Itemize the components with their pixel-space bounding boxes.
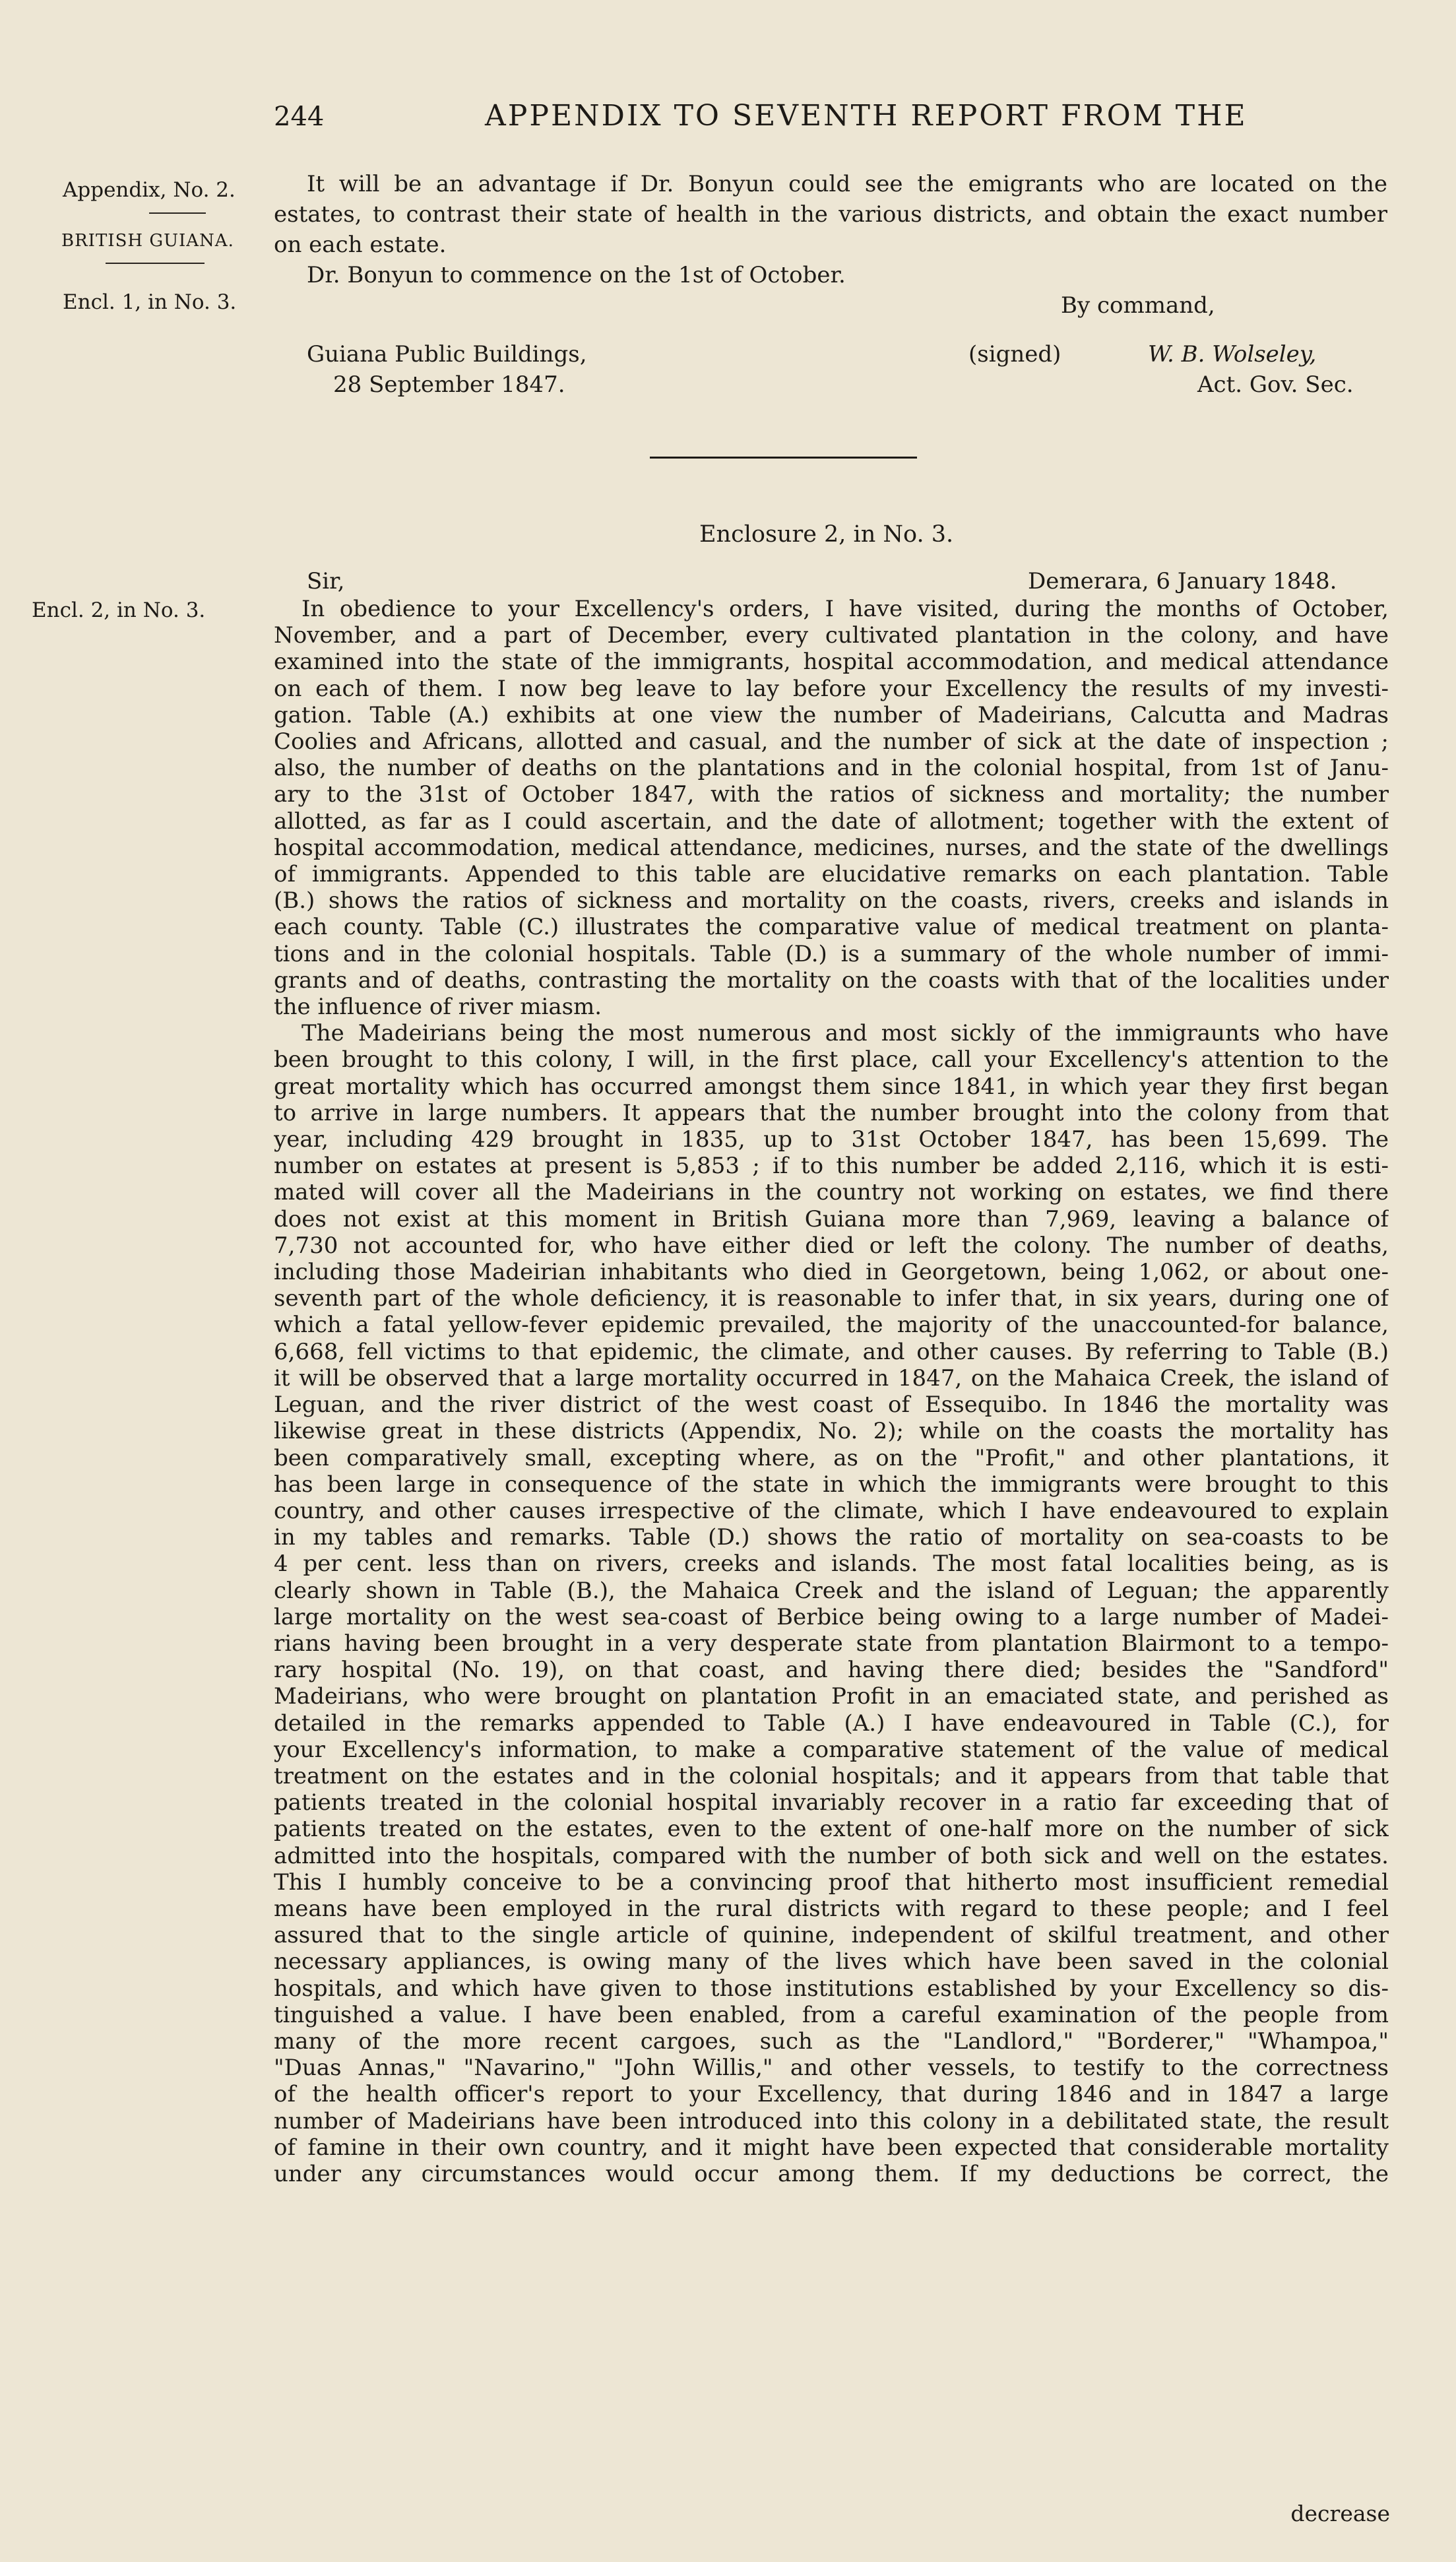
body-line: it will be observed that a large mortality occurred in 1847, on the Mahaica Creek, the island of [274, 1364, 1389, 1392]
body-line: Coolies and Africans, allotted and casual, and the number of sick at the date of inspection ; [274, 728, 1389, 755]
body-line: hospitals, and which have given to those institutions established by your Excellency so dis- [274, 1975, 1389, 2002]
body-line: of famine in their own country, and it might have been expected that considerable mortality [274, 2134, 1389, 2161]
body-line: likewise great in these districts (Appendix, No. 2); while on the coasts the mortality has [274, 1418, 1389, 1445]
catchword: decrease [1290, 2501, 1390, 2526]
body-line: assured that to the single article of quinine, independent of skilful treatment, and other [274, 1922, 1389, 1949]
body-line: Leguan, and the river district of the west coast of Essequibo. In 1846 the mortality was [274, 1392, 1389, 1419]
margin-note-appendix: Appendix, No. 2. [63, 178, 236, 202]
notice-place: Guiana Public Buildings, [307, 341, 587, 368]
body-line: many of the more recent cargoes, such as the "Landlord," "Borderer," "Whampoa," [274, 2028, 1389, 2055]
body-line: each county. Table (C.) illustrates the comparative value of medical treatment on planta- [274, 914, 1389, 941]
body-line: The Madeirians being the most numerous and most sickly of the immigraunts who have [301, 1020, 1389, 1047]
notice-date: 28 September 1847. [333, 371, 565, 398]
running-head: APPENDIX TO SEVENTH REPORT FROM THE [485, 99, 1248, 133]
body-line: been comparatively small, excepting where, as on the "Profit," and other plantations, it [274, 1444, 1389, 1471]
body-line: detailed in the remarks appended to Table (A.) I have endeavoured in Table (C.), for [274, 1710, 1389, 1737]
notice-line: estates, to contrast their state of health in the various districts, and obtain the exact number [274, 201, 1387, 228]
body-line: has been large in consequence of the state in which the immigrants were brought to this [274, 1471, 1389, 1498]
notice-line: It will be an advantage if Dr. Bonyun could see the emigrants who are located on the [307, 171, 1387, 197]
body-line: hospital accommodation, medical attendance, medicines, nurses, and the state of the dwellings [274, 834, 1389, 861]
body-line: patients treated on the estates, even to the extent of one-half more on the number of sick [274, 1816, 1389, 1843]
body-line: Madeirians, who were brought on plantation Profit in an emaciated state, and perished as [274, 1683, 1389, 1710]
body-line: been brought to this colony, I will, in the first place, call your Excellency's attention to the [274, 1046, 1389, 1073]
body-line: number on estates at present is 5,853 ; if to this number be added 2,116, which it is esti- [274, 1153, 1389, 1180]
body-line: seventh part of the whole deficiency, it is reasonable to infer that, in six years, during one of [274, 1285, 1389, 1312]
body-line: gation. Table (A.) exhibits at one view the number of Madeirians, Calcutta and Madras [274, 701, 1389, 728]
body-line: on each of them. I now beg leave to lay before your Excellency the results of my investi- [274, 675, 1389, 702]
body-line: allotted, as far as I could ascertain, and the date of allotment; together with the extent of [274, 808, 1389, 835]
body-line: of the health officer's report to your Excellency, that during 1846 and in 1847 a large [274, 2081, 1389, 2108]
body-line: patients treated in the colonial hospital invariably recover in a ratio far exceeding that of [274, 1789, 1389, 1816]
body-line: grants and of deaths, contrasting the mortality on the coasts with that of the localities under [274, 967, 1389, 994]
body-line: of immigrants. Appended to this table are elucidative remarks on each plantation. Table [274, 861, 1389, 888]
margin-note-enclosure-1: Encl. 1, in No. 3. [63, 290, 237, 314]
body-line: also, the number of deaths on the plantations and in the colonial hospital, from 1st of Janu- [274, 755, 1389, 782]
body-line: This I humbly conceive to be a convincing proof that hitherto most insufficient remedial [274, 1869, 1389, 1896]
by-command: By command, [1061, 292, 1215, 319]
letter-body [274, 596, 1389, 2187]
body-line: (B.) shows the ratios of sickness and mortality on the coasts, rivers, creeks and islands in [274, 887, 1389, 914]
body-line: 7,730 not accounted for, who have either died or left the colony. The number of deaths, [274, 1232, 1389, 1259]
body-line: In obedience to your Excellency's orders, I have visited, during the months of October, [301, 596, 1389, 622]
body-line: under any circumstances would occur among them. If my deductions be correct, the [274, 2160, 1389, 2187]
salutation: Sir, [307, 568, 345, 594]
margin-note-colony: BRITISH GUIANA. [61, 231, 234, 251]
body-line: in my tables and remarks. Table (D.) shows the ratio of mortality on sea-coasts to be [274, 1524, 1389, 1551]
body-line: tions and in the colonial hospitals. Table (D.) is a summary of the whole number of immi- [274, 940, 1389, 967]
body-line: large mortality on the west sea-coast of Berbice being owing to a large number of Madei- [274, 1603, 1389, 1630]
body-line: including those Madeirian inhabitants who died in Georgetown, being 1,062, or about one- [274, 1259, 1389, 1286]
body-line: means have been employed in the rural districts with regard to these people; and I feel [274, 1895, 1389, 1922]
body-line: "Duas Annas," "Navarino," "John Willis," and other vessels, to testify to the correctness [274, 2055, 1389, 2082]
margin-note-enclosure-2: Encl. 2, in No. 3. [32, 598, 206, 622]
signatory: W. B. Wolseley, [1148, 341, 1317, 368]
dateline: Demerara, 6 January 1848. [1028, 568, 1337, 594]
body-line: year, including 429 brought in 1835, up to 31st October 1847, has been 15,699. The [274, 1126, 1389, 1153]
body-line: ary to the 31st of October 1847, with the ratios of sickness and mortality; the number [274, 781, 1389, 808]
signed-label: (signed) [968, 341, 1061, 368]
body-line: number of Madeirians have been introduced into this colony in a debilitated state, the result [274, 2107, 1389, 2134]
margin-rule [149, 212, 206, 214]
body-line: rary hospital (No. 19), on that coast, and having there died; besides the "Sandford" [274, 1657, 1389, 1684]
body-line: November, and a part of December, every cultivated plantation in the colony, and have [274, 622, 1389, 649]
body-line: great mortality which has occurred amongst them since 1841, in which year they first began [274, 1073, 1389, 1100]
body-line: 6,668, fell victims to that epidemic, the climate, and other causes. By referring to Table (B.) [274, 1338, 1389, 1365]
body-line: the influence of river miasm. [274, 994, 602, 1021]
body-line: 4 per cent. less than on rivers, creeks and islands. The most fatal localities being, as is [274, 1551, 1389, 1578]
body-line: does not exist at this moment in British Guiana more than 7,969, leaving a balance of [274, 1205, 1389, 1233]
body-line: rians having been brought in a very desperate state from plantation Blairmont to a tempo- [274, 1630, 1389, 1657]
body-line: admitted into the hospitals, compared with the number of both sick and well on the estates. [274, 1842, 1389, 1869]
signatory-office: Act. Gov. Sec. [1197, 371, 1354, 398]
body-line: clearly shown in Table (B.), the Mahaica Creek and the island of Leguan; the apparently [274, 1577, 1389, 1604]
body-line: tinguished a value. I have been enabled, from a careful examination of the people from [274, 2001, 1389, 2028]
page-header [274, 99, 1395, 139]
body-line: examined into the state of the immigrants, hospital accommodation, and medical attendance [274, 649, 1389, 676]
body-line: which a fatal yellow-fever epidemic prevailed, the majority of the unaccounted-for balance, [274, 1312, 1389, 1339]
body-line: necessary appliances, is owing many of the lives which have been saved in the colonial [274, 1948, 1389, 1975]
section-divider [650, 457, 917, 459]
body-line: your Excellency's information, to make a comparative statement of the value of medical [274, 1736, 1389, 1763]
enclosure-title: Enclosure 2, in No. 3. [699, 521, 954, 548]
body-line: country, and other causes irrespective of the climate, which I have endeavoured to explain [274, 1497, 1389, 1524]
body-line: to arrive in large numbers. It appears that the number brought into the colony from that [274, 1099, 1389, 1126]
notice-line: Dr. Bonyun to commence on the 1st of October. [307, 262, 846, 288]
margin-rule [106, 263, 205, 264]
notice-line: on each estate. [274, 232, 447, 258]
body-line: treatment on the estates and in the colonial hospitals; and it appears from that table that [274, 1762, 1389, 1789]
body-line: mated will cover all the Madeirians in the country not working on estates, we find there [274, 1179, 1389, 1206]
page-number: 244 [274, 102, 325, 132]
